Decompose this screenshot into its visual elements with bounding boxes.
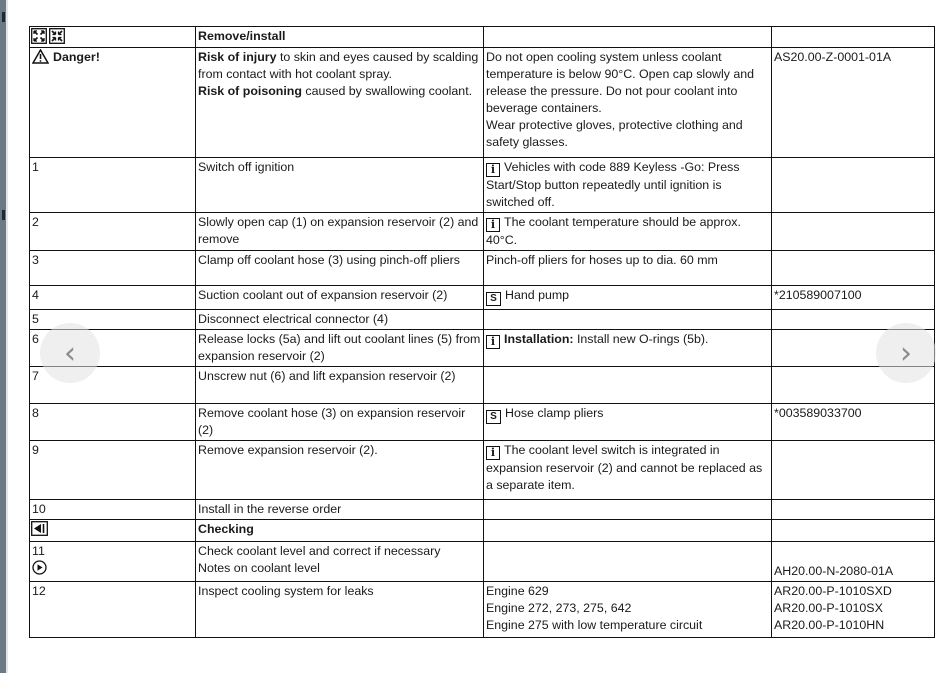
step-ref-link[interactable]: AR20.00-P-1010SXD	[774, 584, 892, 598]
checking-icon-cell	[30, 520, 196, 542]
step-note	[484, 310, 772, 330]
table-row	[30, 251, 935, 286]
step-number: 5	[30, 310, 196, 330]
step-number: 7	[30, 367, 196, 404]
table-row	[30, 542, 935, 582]
danger-note-text-2: Wear protective gloves, protective clothing and safety glasses.	[486, 118, 743, 149]
table-row	[30, 213, 935, 251]
warning-triangle-icon	[32, 49, 49, 64]
step-note-bold: Installation:	[504, 332, 574, 346]
step-number: 6	[30, 330, 196, 367]
step-description-line: Check coolant level and correct if necessary	[198, 544, 441, 558]
danger-description	[196, 48, 484, 158]
step-note	[484, 158, 772, 213]
info-icon: i	[486, 446, 500, 460]
step-ref	[772, 213, 935, 251]
step-note	[484, 542, 772, 582]
danger-label: Danger!	[53, 50, 100, 64]
strip-mark	[2, 210, 5, 220]
special-tool-icon: S	[486, 292, 501, 306]
chevron-right-icon: ›	[900, 335, 912, 371]
step-note-text: The coolant temperature should be approx. 40°C.	[486, 215, 741, 247]
danger-text-2: caused by swallowing coolant.	[301, 84, 473, 98]
table-row	[30, 404, 935, 441]
danger-bold-1: Risk of injury	[198, 50, 277, 64]
step-ref-link[interactable]: AH20.00-N-2080-01A	[774, 564, 894, 578]
procedure-table	[29, 26, 935, 638]
table-row	[30, 500, 935, 520]
remove-install-icon	[31, 28, 65, 44]
table-row	[30, 310, 935, 330]
table-row	[30, 286, 935, 310]
step-note	[484, 367, 772, 404]
step-ref-link[interactable]: AR20.00-P-1010HN	[774, 618, 885, 632]
step-number: 12	[30, 582, 196, 638]
step-description: Clamp off coolant hose (3) using pinch-off pliers	[196, 251, 484, 286]
table-row	[30, 330, 935, 367]
step-note-text: Install new O-rings (5b).	[573, 332, 709, 346]
step-ref	[772, 500, 935, 520]
step-ref-link[interactable]: AR20.00-P-1010SX	[774, 601, 883, 615]
step-description-link[interactable]: Notes on coolant level	[198, 561, 320, 575]
engine-note: Engine 272, 273, 275, 642	[486, 601, 632, 615]
step-number-cell	[30, 542, 196, 582]
step-note	[484, 286, 772, 310]
step-note-text: The coolant level switch is integrated in expansion reservoir (2) and cannot be replaced as a separate item.	[486, 443, 763, 492]
step-description: Switch off ignition	[196, 158, 484, 213]
checking-icon	[31, 521, 48, 536]
step-description: Disconnect electrical connector (4)	[196, 310, 484, 330]
step-description: Remove expansion reservoir (2).	[196, 441, 484, 500]
step-number: 11	[32, 544, 45, 558]
step-description: Slowly open cap (1) on expansion reservoir (2) and remove	[196, 213, 484, 251]
header-empty	[484, 27, 772, 48]
prev-page-button[interactable]	[40, 323, 100, 383]
table-row	[30, 367, 935, 404]
danger-text-1: to skin and eyes caused by scalding from contact with hot coolant spray.	[198, 50, 479, 81]
chevron-left-icon: ‹	[64, 335, 76, 371]
step-description: Install in the reverse order	[196, 500, 484, 520]
danger-bold-2: Risk of poisoning	[198, 84, 302, 98]
danger-ref[interactable]: AS20.00-Z-0001-01A	[772, 48, 935, 158]
checking-empty	[772, 520, 935, 542]
next-page-button[interactable]	[876, 323, 936, 383]
info-icon: i	[486, 218, 500, 232]
step-note: Pinch-off pliers for hoses up to dia. 60 mm	[484, 251, 772, 286]
checking-title: Checking	[196, 520, 484, 542]
step-note	[484, 213, 772, 251]
step-number: 10	[30, 500, 196, 520]
header-title: Remove/install	[196, 27, 484, 48]
step-note	[484, 582, 772, 638]
header-icon-cell	[30, 27, 196, 48]
info-icon: i	[486, 335, 500, 349]
danger-label-cell	[30, 48, 196, 158]
step-note-text: Hand pump	[505, 288, 570, 302]
header-empty	[772, 27, 935, 48]
step-description: Unscrew nut (6) and lift expansion reservoir (2)	[196, 367, 484, 404]
step-ref	[772, 582, 935, 638]
checking-empty	[484, 520, 772, 542]
danger-note-text: Do not open cooling system unless coolant temperature is below 90°C. Open cap slowly and release the pressure. Do not pour coolant into beverage containers.	[486, 50, 755, 115]
step-ref[interactable]: *210589007100	[772, 286, 935, 310]
step-note	[484, 441, 772, 500]
step-description: Release locks (5a) and lift out coolant lines (5) from expansion reservoir (2)	[196, 330, 484, 367]
step-number: 1	[30, 158, 196, 213]
table-header-row	[30, 27, 935, 48]
step-ref[interactable]: *003589033700	[772, 404, 935, 441]
danger-note	[484, 48, 772, 158]
info-icon: i	[486, 163, 500, 177]
viewer-side-strip	[0, 0, 8, 673]
special-tool-icon: S	[486, 410, 501, 424]
step-ref	[772, 251, 935, 286]
step-number: 3	[30, 251, 196, 286]
step-note	[484, 330, 772, 367]
strip-mark	[2, 12, 5, 22]
table-row	[30, 441, 935, 500]
danger-row	[30, 48, 935, 158]
step-note	[484, 500, 772, 520]
step-description: Inspect cooling system for leaks	[196, 582, 484, 638]
step-note-text: Hose clamp pliers	[505, 406, 604, 420]
step-number: 4	[30, 286, 196, 310]
step-ref	[772, 441, 935, 500]
step-number: 8	[30, 404, 196, 441]
step-ref	[772, 542, 935, 582]
step-ref	[772, 158, 935, 213]
step-note-text: Vehicles with code 889 Keyless -Go: Press Start/Stop button repeatedly until ignition is switched off.	[486, 160, 740, 209]
step-description	[196, 542, 484, 582]
engine-note: Engine 275 with low temperature circuit	[486, 618, 703, 632]
step-description: Remove coolant hose (3) on expansion reservoir (2)	[196, 404, 484, 441]
step-note	[484, 404, 772, 441]
table-row	[30, 582, 935, 638]
checking-header-row	[30, 520, 935, 542]
step-description: Suction coolant out of expansion reservoir (2)	[196, 286, 484, 310]
table-row	[30, 158, 935, 213]
step-number: 9	[30, 441, 196, 500]
engine-note: Engine 629	[486, 584, 549, 598]
reference-icon	[32, 560, 47, 575]
step-number: 2	[30, 213, 196, 251]
